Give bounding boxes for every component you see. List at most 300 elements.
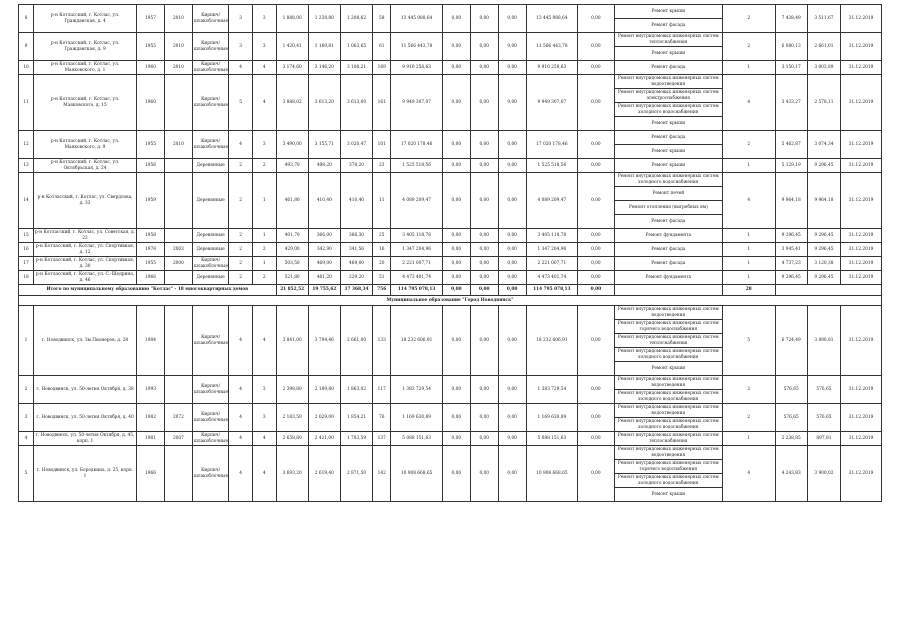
value-cell-c5: 4 473 401,74 <box>526 271 578 285</box>
value-cell-c2: 0,00 <box>442 376 470 404</box>
work-type-cell: Ремонт внутридомовых инженерных систем водоотведения <box>614 376 722 390</box>
value-cell-s3: 2 871,50 <box>340 446 372 502</box>
value-cell-s2: 2 029,00 <box>308 404 340 432</box>
value-cell-en: 4 <box>252 61 276 75</box>
value-cell-c5: 5 088 151,63 <box>526 432 578 446</box>
value-cell-c4: 0,00 <box>498 271 526 285</box>
value-cell-s2: 481,20 <box>308 271 340 285</box>
work-count: 4 <box>723 446 776 502</box>
work-type-cell: Ремонт крыши <box>614 159 722 173</box>
value-cell-mat: Деревянные <box>192 173 228 229</box>
value-cell-s3: 2 661,00 <box>340 306 372 376</box>
value-cell-c3: 0,00 <box>470 376 498 404</box>
value-cell-c1: 1 383 729,54 <box>391 376 443 404</box>
value-cell-s2: 410,40 <box>308 173 340 229</box>
deadline-date: 31.12.2019 <box>841 243 882 257</box>
value-cell-c6: 0,00 <box>578 173 614 229</box>
value-cell-en: 4 <box>252 446 276 502</box>
value-cell-c4: 0,00 <box>498 75 526 131</box>
row-number: 15 <box>19 229 34 243</box>
value-cell-fl: 2 <box>229 229 253 243</box>
value-cell-c2: 0,00 <box>442 404 470 432</box>
row-number: 2 <box>19 376 34 404</box>
value-cell-mat: Деревянные <box>192 243 228 257</box>
value-cell-s2: 3 613,20 <box>308 75 340 131</box>
value-cell-c5: 10 908 668,65 <box>526 446 578 502</box>
address-cell: р-н Котласский, г. Котлас, ул. Спортивная, д. 30 <box>34 257 137 271</box>
value-cell-c3: 0,00 <box>470 404 498 432</box>
unit-cost: 6 080,13 <box>775 33 807 61</box>
value-cell-c6: 0,00 <box>578 446 614 502</box>
value-cell-c6: 0,00 <box>578 159 614 173</box>
value-cell-y2 <box>164 229 192 243</box>
row-number: 9 <box>19 33 34 61</box>
register-sheet <box>18 4 882 502</box>
value-cell-mat: Кирпич/шлакоблочные <box>192 131 228 159</box>
work-count: 1 <box>723 229 776 243</box>
value-cell-c2: 0,00 <box>442 271 470 285</box>
value-cell-y1: 1955 <box>137 33 165 61</box>
value-cell-c2: 0,00 <box>442 446 470 502</box>
value-cell-c6: 0,00 <box>578 376 614 404</box>
value-cell-c3: 0,00 <box>470 61 498 75</box>
limit-cost: 2 578,11 <box>807 75 840 131</box>
table-row <box>19 446 882 460</box>
value-cell-s1: 1 888,00 <box>276 5 308 33</box>
work-count: 2 <box>723 33 776 61</box>
table-row <box>19 376 882 390</box>
value-cell-c1: 4 089 209,47 <box>391 173 443 229</box>
value-cell-s1: 2 658,80 <box>276 432 308 446</box>
value-cell-s3: 3 613,00 <box>340 75 372 131</box>
value-cell-y1: 1959 <box>137 173 165 229</box>
value-cell-y2 <box>164 173 192 229</box>
deadline-date: 31.12.2019 <box>841 5 882 33</box>
address-cell: р-н Котласский, г. Котлас, ул. Свердлова, д. 33 <box>34 173 137 229</box>
value-cell-en: 1 <box>252 257 276 271</box>
table-row <box>19 173 882 187</box>
limit-cost: 576,65 <box>807 404 840 432</box>
value-cell-c4: 0,00 <box>498 61 526 75</box>
value-cell-p: 161 <box>373 75 391 131</box>
work-count: 2 <box>723 376 776 404</box>
total-s3: 17 368,34 <box>340 285 372 296</box>
value-cell-y2 <box>164 446 192 502</box>
value-cell-c1: 18 232 606,91 <box>391 306 443 376</box>
work-count: 1 <box>723 271 776 285</box>
row-number: 5 <box>19 446 34 502</box>
value-cell-c3: 0,00 <box>470 257 498 271</box>
value-cell-y1: 1956 <box>137 159 165 173</box>
value-cell-c5: 1 525 518,56 <box>526 159 578 173</box>
address-cell: г. Новодвинск, ул. 50-летия Октября, д. 38 <box>34 376 137 404</box>
value-cell-fl: 4 <box>229 432 253 446</box>
deadline-date: 31.12.2019 <box>841 173 882 229</box>
value-cell-s3: 1 783,59 <box>340 432 372 446</box>
value-cell-c4: 0,00 <box>498 446 526 502</box>
value-cell-p: 25 <box>373 229 391 243</box>
value-cell-p: 20 <box>373 257 391 271</box>
value-cell-s3: 229,20 <box>340 271 372 285</box>
address-cell: р-н Котласский, г. Котлас, ул. С.-Щедрина, д. 46 <box>34 271 137 285</box>
value-cell-mat: Кирпич/шлакоблочные <box>192 446 228 502</box>
value-cell-c4: 0,00 <box>498 243 526 257</box>
value-cell-c5: 9 949 307,07 <box>526 75 578 131</box>
value-cell-c6: 0,00 <box>578 432 614 446</box>
work-type-cell: Ремонт внутридомовых инженерных систем холодного водоснабжения <box>614 103 722 117</box>
value-cell-y1: 1955 <box>137 131 165 159</box>
limit-cost: 2 661,01 <box>807 33 840 61</box>
value-cell-en: 1 <box>252 173 276 229</box>
value-cell-en: 3 <box>252 131 276 159</box>
value-cell-s1: 461,80 <box>276 173 308 229</box>
value-cell-c2: 0,00 <box>442 61 470 75</box>
value-cell-c2: 0,00 <box>442 243 470 257</box>
value-cell-mat: Кирпич/шлакоблочные <box>192 404 228 432</box>
value-cell-p: 23 <box>373 159 391 173</box>
address-cell: г. Новодвинск, ул. Зм.Пионеров, д. 28 <box>34 306 137 376</box>
value-cell-s2: 3 146,20 <box>308 61 340 75</box>
value-cell-p: 51 <box>373 271 391 285</box>
value-cell-p: 169 <box>373 61 391 75</box>
work-count: 2 <box>723 404 776 432</box>
value-cell-s1: 2 183,50 <box>276 404 308 432</box>
unit-cost: 9 296,45 <box>775 229 807 243</box>
value-cell-c2: 0,00 <box>442 173 470 229</box>
value-cell-c2: 0,00 <box>442 159 470 173</box>
work-type-cell: Ремонт отопления (выгребных ям) <box>614 201 722 215</box>
value-cell-s2: 498,20 <box>308 159 340 173</box>
value-cell-c3: 0,00 <box>470 173 498 229</box>
address-cell: г. Новодвинск, ул. 50-летия Октября, д. 45, корп. 1 <box>34 432 137 446</box>
work-count: 2 <box>723 131 776 159</box>
value-cell-y2 <box>164 159 192 173</box>
deadline-date: 31.12.2019 <box>841 306 882 376</box>
limit-cost: 9 296,45 <box>807 159 840 173</box>
value-cell-mat: Деревянные <box>192 271 228 285</box>
value-cell-mat: Кирпич/шлакоблочные <box>192 75 228 131</box>
table-row <box>19 159 882 173</box>
row-number: 1 <box>19 306 34 376</box>
total-c3: 0,00 <box>470 285 498 296</box>
work-type-cell: Ремонт внутридомовых инженерных систем холодного водоснабжения <box>614 348 722 362</box>
work-type-cell: Ремонт внутридомовых инженерных систем водоотведения <box>614 306 722 320</box>
total-c2: 0,00 <box>442 285 470 296</box>
value-cell-fl: 3 <box>229 33 253 61</box>
value-cell-p: 61 <box>373 33 391 61</box>
value-cell-c1: 13 445 988,64 <box>391 5 443 33</box>
value-cell-fl: 2 <box>229 173 253 229</box>
value-cell-c5: 1 169 630,89 <box>526 404 578 432</box>
value-cell-s1: 493,70 <box>276 159 308 173</box>
value-cell-en: 3 <box>252 376 276 404</box>
total-p: 756 <box>373 285 391 296</box>
value-cell-c1: 10 908 668,65 <box>391 446 443 502</box>
value-cell-fl: 2 <box>229 243 253 257</box>
table-body <box>19 5 882 502</box>
value-cell-s1: 3 693,20 <box>276 446 308 502</box>
work-count: 1 <box>723 432 776 446</box>
address-cell: р-н Котласский, г. Котлас, ул. Маяковского, д. 1 <box>34 61 137 75</box>
value-cell-y1: 1960 <box>137 75 165 131</box>
value-cell-c5: 17 020 178,46 <box>526 131 578 159</box>
work-type-cell: Ремонт внутридомовых инженерных систем водоотведения <box>614 75 722 89</box>
work-count: 5 <box>723 306 776 376</box>
value-cell-en: 2 <box>252 159 276 173</box>
value-cell-p: 16 <box>373 243 391 257</box>
value-cell-en: 3 <box>252 33 276 61</box>
unit-cost: 2 238,85 <box>775 432 807 446</box>
value-cell-mat: Кирпич/шлакоблочные <box>193 432 228 444</box>
value-cell-s2: 3 155,71 <box>308 131 340 159</box>
address-cell: р-н Котласский, г. Котлас, ул. Маяковского, д. 9 <box>34 131 137 159</box>
value-cell-y2: 2000 <box>164 257 192 271</box>
work-count: 4 <box>723 173 776 229</box>
unit-cost: 9 296,45 <box>775 271 807 285</box>
value-cell-c4: 0,00 <box>498 159 526 173</box>
value-cell-c4: 0,00 <box>498 432 526 446</box>
value-cell-mat: Деревянные <box>192 159 228 173</box>
row-number: 17 <box>19 257 34 271</box>
work-type-cell: Ремонт внутридомовых инженерных систем холодного водоснабжения <box>614 173 722 187</box>
value-cell-fl: 4 <box>229 446 253 502</box>
limit-cost: 9 296,45 <box>807 229 840 243</box>
limit-cost: 3 120,38 <box>807 257 840 271</box>
work-type-cell: Ремонт внутридомовых инженерных систем горячего водоснабжения <box>614 460 722 474</box>
work-type-cell: Ремонт внутридомовых инженерных систем холодного водоснабжения <box>614 474 722 488</box>
value-cell-s2: 3 794,46 <box>308 306 340 376</box>
deadline-date: 31.12.2019 <box>841 61 882 75</box>
value-cell-en: 2 <box>252 271 276 285</box>
value-cell-y1: 1966 <box>137 271 165 285</box>
work-type-cell: Ремонт внутридомовых инженерных систем водоотведения <box>614 446 722 460</box>
table-row <box>19 257 882 271</box>
value-cell-en: 3 <box>252 5 276 33</box>
value-cell-p: 101 <box>373 131 391 159</box>
table-row <box>19 229 882 243</box>
value-cell-c2: 0,00 <box>442 432 470 446</box>
value-cell-c1: 1 169 630,89 <box>391 404 443 432</box>
value-cell-y2 <box>164 306 192 376</box>
value-cell-c1: 9 949 307,07 <box>391 75 443 131</box>
value-cell-c1: 9 910 258,63 <box>391 61 443 75</box>
work-type-cell: Ремонт фасада <box>614 215 722 229</box>
value-cell-s2: 1 160,81 <box>308 33 340 61</box>
table-row <box>19 33 882 47</box>
value-cell-mat: Кирпич/шлакоблочные <box>193 61 228 73</box>
value-cell-p: 142 <box>373 446 391 502</box>
value-cell-c1: 11 566 443,78 <box>391 33 443 61</box>
value-cell-c4: 0,00 <box>498 33 526 61</box>
work-type-cell: Ремонт фундамента <box>614 271 722 285</box>
value-cell-s3: 1 208,62 <box>340 5 372 33</box>
work-count: 1 <box>723 61 776 75</box>
address-cell: р-н Котласский, г. Котлас, ул. Спортивная, д. 12 <box>34 243 137 257</box>
value-cell-s3: 3 108,21 <box>340 61 372 75</box>
value-cell-c2: 0,00 <box>442 306 470 376</box>
value-cell-fl: 4 <box>229 376 253 404</box>
value-cell-c2: 0,00 <box>442 33 470 61</box>
work-type-cell: Ремонт фундамента <box>614 229 722 243</box>
value-cell-c6: 0,00 <box>578 61 614 75</box>
address-cell: г. Новодвинск, ул. Бородкина, д. 25, корп. 1 <box>34 446 137 502</box>
table-row <box>19 5 882 19</box>
value-cell-c3: 0,00 <box>470 131 498 159</box>
work-type-cell: Ремонт внутридомовых инженерных систем водоотведения <box>614 404 722 418</box>
value-cell-c3: 0,00 <box>470 243 498 257</box>
value-cell-s2: 1 238,80 <box>308 5 340 33</box>
value-cell-p: 133 <box>373 306 391 376</box>
value-cell-c5: 1 347 204,96 <box>526 243 578 257</box>
value-cell-s3: 1 063,65 <box>340 33 372 61</box>
limit-cost: 3 890,81 <box>807 306 840 376</box>
value-cell-y1: 1958 <box>137 229 165 243</box>
value-cell-c4: 0,00 <box>498 5 526 33</box>
deadline-date: 31.12.2019 <box>841 446 882 502</box>
value-cell-y1: 1978 <box>137 243 165 257</box>
table-row <box>19 306 882 320</box>
row-number: 8 <box>19 5 34 33</box>
value-cell-y1: 1982 <box>137 404 165 432</box>
value-cell-s2: 2 421,00 <box>308 432 340 446</box>
work-type-cell: Ремонт внутридомовых инженерных систем холодного водоснабжения <box>614 418 722 432</box>
value-cell-y2: 2003 <box>164 243 192 257</box>
total-work-count: 28 <box>723 285 776 296</box>
limit-cost: 3 511,67 <box>807 5 840 33</box>
work-type-cell: Ремонт внутридомовых инженерных систем холодного водоснабжения <box>614 390 722 404</box>
total-c4: 0,00 <box>498 285 526 296</box>
value-cell-c6: 0,00 <box>578 271 614 285</box>
value-cell-fl: 2 <box>229 271 253 285</box>
value-cell-en: 4 <box>252 75 276 131</box>
value-cell-en: 3 <box>252 404 276 432</box>
value-cell-c5: 2 221 007,71 <box>526 257 578 271</box>
value-cell-c3: 0,00 <box>470 33 498 61</box>
value-cell-s1: 3 490,00 <box>276 131 308 159</box>
value-cell-y2: 2010 <box>164 131 192 159</box>
deadline-date: 31.12.2019 <box>841 432 882 446</box>
value-cell-en: 4 <box>252 432 276 446</box>
value-cell-s1: 3 888,02 <box>276 75 308 131</box>
value-cell-y2: 2010 <box>164 5 192 33</box>
value-cell-s3: 1 854,21 <box>340 404 372 432</box>
value-cell-c6: 0,00 <box>578 404 614 432</box>
unit-cost: 3 150,17 <box>775 61 807 75</box>
value-cell-c1: 1 347 204,96 <box>391 243 443 257</box>
work-count: 1 <box>723 243 776 257</box>
value-cell-c2: 0,00 <box>442 229 470 243</box>
row-number: 12 <box>19 131 34 159</box>
work-count: 4 <box>723 75 776 131</box>
value-cell-fl: 3 <box>229 5 253 33</box>
value-cell-c5: 11 566 443,78 <box>526 33 578 61</box>
work-type-cell: Ремонт внутридомовых инженерных систем теплоснабжения <box>614 334 722 348</box>
value-cell-fl: 2 <box>229 159 253 173</box>
limit-cost: 9 296,45 <box>807 243 840 257</box>
limit-cost: 3 900,02 <box>807 446 840 502</box>
work-count: 2 <box>723 5 776 33</box>
value-cell-fl: 4 <box>229 404 253 432</box>
deadline-date: 31.12.2019 <box>841 376 882 404</box>
value-cell-c5: 1 383 729,54 <box>526 376 578 404</box>
table-row <box>19 271 882 285</box>
deadline-date: 31.12.2019 <box>841 404 882 432</box>
limit-cost: 3 074,34 <box>807 131 840 159</box>
value-cell-s1: 401,70 <box>276 229 308 243</box>
value-cell-s1: 521,80 <box>276 271 308 285</box>
value-cell-en: 4 <box>252 306 276 376</box>
work-type-cell: Ремонт крыши <box>614 488 722 502</box>
work-type-cell: Ремонт фасада <box>614 257 722 271</box>
work-type-cell: Ремонт крыши <box>614 145 722 159</box>
value-cell-c4: 0,00 <box>498 306 526 376</box>
row-number: 4 <box>19 432 34 446</box>
empty-cell <box>775 285 881 296</box>
value-cell-c4: 0,00 <box>498 376 526 404</box>
value-cell-s3: 341,56 <box>340 243 372 257</box>
work-type-cell: Ремонт фасада <box>614 19 722 33</box>
value-cell-c5: 3 405 118,78 <box>526 229 578 243</box>
row-number: 18 <box>19 271 34 285</box>
value-cell-p: 76 <box>373 404 391 432</box>
value-cell-s3: 410,40 <box>340 173 372 229</box>
deadline-date: 31.12.2019 <box>841 75 882 131</box>
value-cell-c1: 17 020 178,46 <box>391 131 443 159</box>
value-cell-p: 137 <box>373 432 391 446</box>
work-count: 1 <box>723 257 776 271</box>
total-c1: 114 795 078,13 <box>391 285 443 296</box>
value-cell-fl: 5 <box>229 75 253 131</box>
work-type-cell: Ремонт фасада <box>614 243 722 257</box>
unit-cost: 576,65 <box>775 376 807 404</box>
value-cell-c1: 5 088 151,63 <box>391 432 443 446</box>
value-cell-c6: 0,00 <box>578 229 614 243</box>
total-s1: 21 852,52 <box>276 285 308 296</box>
value-cell-c6: 0,00 <box>578 131 614 159</box>
table-row <box>19 432 882 446</box>
address-cell: р-н Котласский, г. Котлас, ул. Октябрьская, д. 24 <box>34 159 137 173</box>
value-cell-y2 <box>164 271 192 285</box>
value-cell-en: 2 <box>252 243 276 257</box>
value-cell-c2: 0,00 <box>442 257 470 271</box>
total-row <box>19 285 882 296</box>
unit-cost: 3 945,41 <box>775 243 807 257</box>
row-number: 3 <box>19 404 34 432</box>
value-cell-c3: 0,00 <box>470 5 498 33</box>
value-cell-s2: 342,90 <box>308 243 340 257</box>
limit-cost: 9 964,18 <box>807 173 840 229</box>
limit-cost: 576,65 <box>807 376 840 404</box>
row-number: 11 <box>19 75 34 131</box>
value-cell-c4: 0,00 <box>498 257 526 271</box>
limit-cost: 3 003,89 <box>807 61 840 75</box>
row-number: 16 <box>19 243 34 257</box>
table-row <box>19 404 882 418</box>
value-cell-c4: 0,00 <box>498 229 526 243</box>
work-type-cell: Ремонт крыши <box>614 117 722 131</box>
unit-cost: 6 724,49 <box>775 306 807 376</box>
value-cell-c1: 4 473 401,74 <box>391 271 443 285</box>
deadline-date: 31.12.2019 <box>841 257 882 271</box>
value-cell-c5: 4 089 209,47 <box>526 173 578 229</box>
deadline-date: 31.12.2019 <box>841 33 882 61</box>
value-cell-fl: 2 <box>229 257 253 271</box>
unit-cost: 4 243,83 <box>775 446 807 502</box>
value-cell-y2: 2072 <box>164 404 192 432</box>
value-cell-s3: 469,00 <box>340 257 372 271</box>
value-cell-c3: 0,00 <box>470 306 498 376</box>
deadline-date: 31.12.2019 <box>841 229 882 243</box>
